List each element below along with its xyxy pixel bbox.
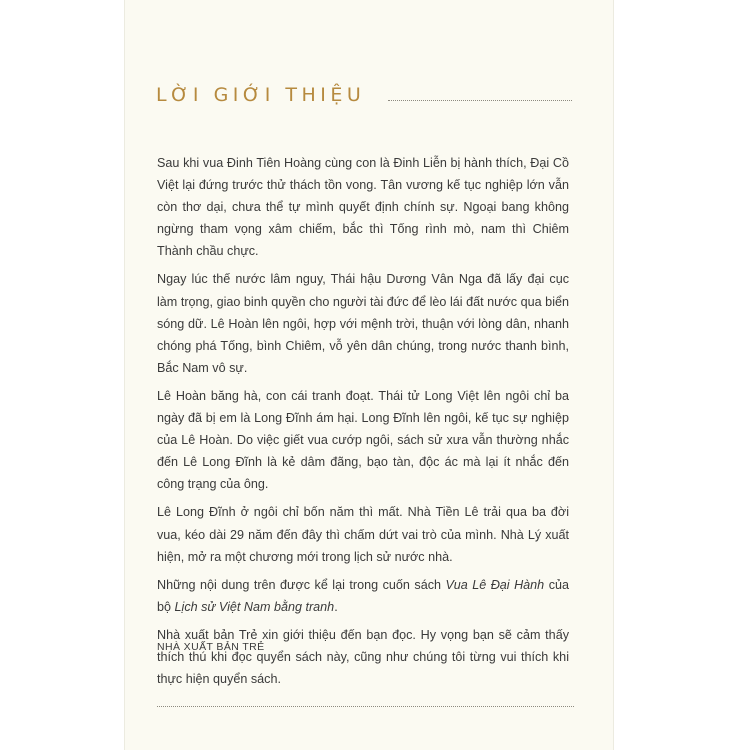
paragraph-2: Ngay lúc thế nước lâm nguy, Thái hậu Dương Vân Nga đã lấy đại cục làm trọng, giao binh quyền cho người tài đức để lèo lái đất nước qua biển sóng dữ. Lê Hoàn lên ngôi, hợp với mệnh trời, thuận với lòng dân, nhanh chóng phá Tống, bình Chiêm, vỗ yên dân chúng, trong nước thanh bình, Bắc Nam vô sự. [157, 272, 569, 375]
paragraph-1: Sau khi vua Đinh Tiên Hoàng cùng con là Đinh Liễn bị hành thích, Đại Cồ Việt lại đứng trước thử thách tồn vong. Tân vương kế tục nghiệp lớn vẫn còn thơ dại, chưa thể tự mình quyết định chính sự. Ngoại bang không ngừng tham vọng xâm chiếm, bắc thì Tống rình mò, nam thì Chiêm Thành chầu chực. [157, 156, 569, 259]
paragraph-5 [157, 574, 569, 618]
book-page [124, 0, 614, 750]
series-title: Lịch sử Việt Nam bằng tranh [174, 599, 335, 614]
paragraph-5-middle: của bộ [157, 577, 570, 614]
title-divider [388, 100, 572, 101]
publisher-signature: NHÀ XUẤT BẢN TRẺ [157, 641, 265, 653]
page-title: LỜI GIỚI THIỆU [156, 84, 366, 106]
paragraph-5-end: . [334, 599, 338, 614]
introduction-body [157, 152, 569, 696]
bottom-divider [157, 706, 574, 707]
paragraph-5-lead: Những nội dung trên được kể lại trong cuốn sách [157, 577, 446, 592]
paragraph-6: Nhà xuất bản Trẻ xin giới thiệu đến bạn đọc. Hy vọng bạn sẽ cảm thấy thích thú khi đọc quyển sách này, cũng như chúng tôi từng vui thích khi thực hiện quyển sách. [157, 627, 569, 687]
heading-row [156, 84, 574, 114]
book-title: Vua Lê Đại Hành [445, 577, 545, 592]
paragraph-3: Lê Hoàn băng hà, con cái tranh đoạt. Thái tử Long Việt lên ngôi chỉ ba ngày đã bị em là Long Đĩnh ám hại. Long Đĩnh lên ngôi, kế tục sự nghiệp của Lê Hoàn. Do việc giết vua cướp ngôi, sách sử xưa vẫn thường nhắc đến Lê Long Đĩnh là kẻ dâm đãng, bạo tàn, độc ác mà lại ít nhắc đến công trạng của ông. [157, 388, 569, 492]
paragraph-4: Lê Long Đĩnh ở ngôi chỉ bốn năm thì mất. Nhà Tiền Lê trải qua ba đời vua, kéo dài 29 năm đến đây thì chấm dứt vai trò của mình. Nhà Lý xuất hiện, mở ra một chương mới trong lịch sử nước nhà. [157, 505, 569, 564]
